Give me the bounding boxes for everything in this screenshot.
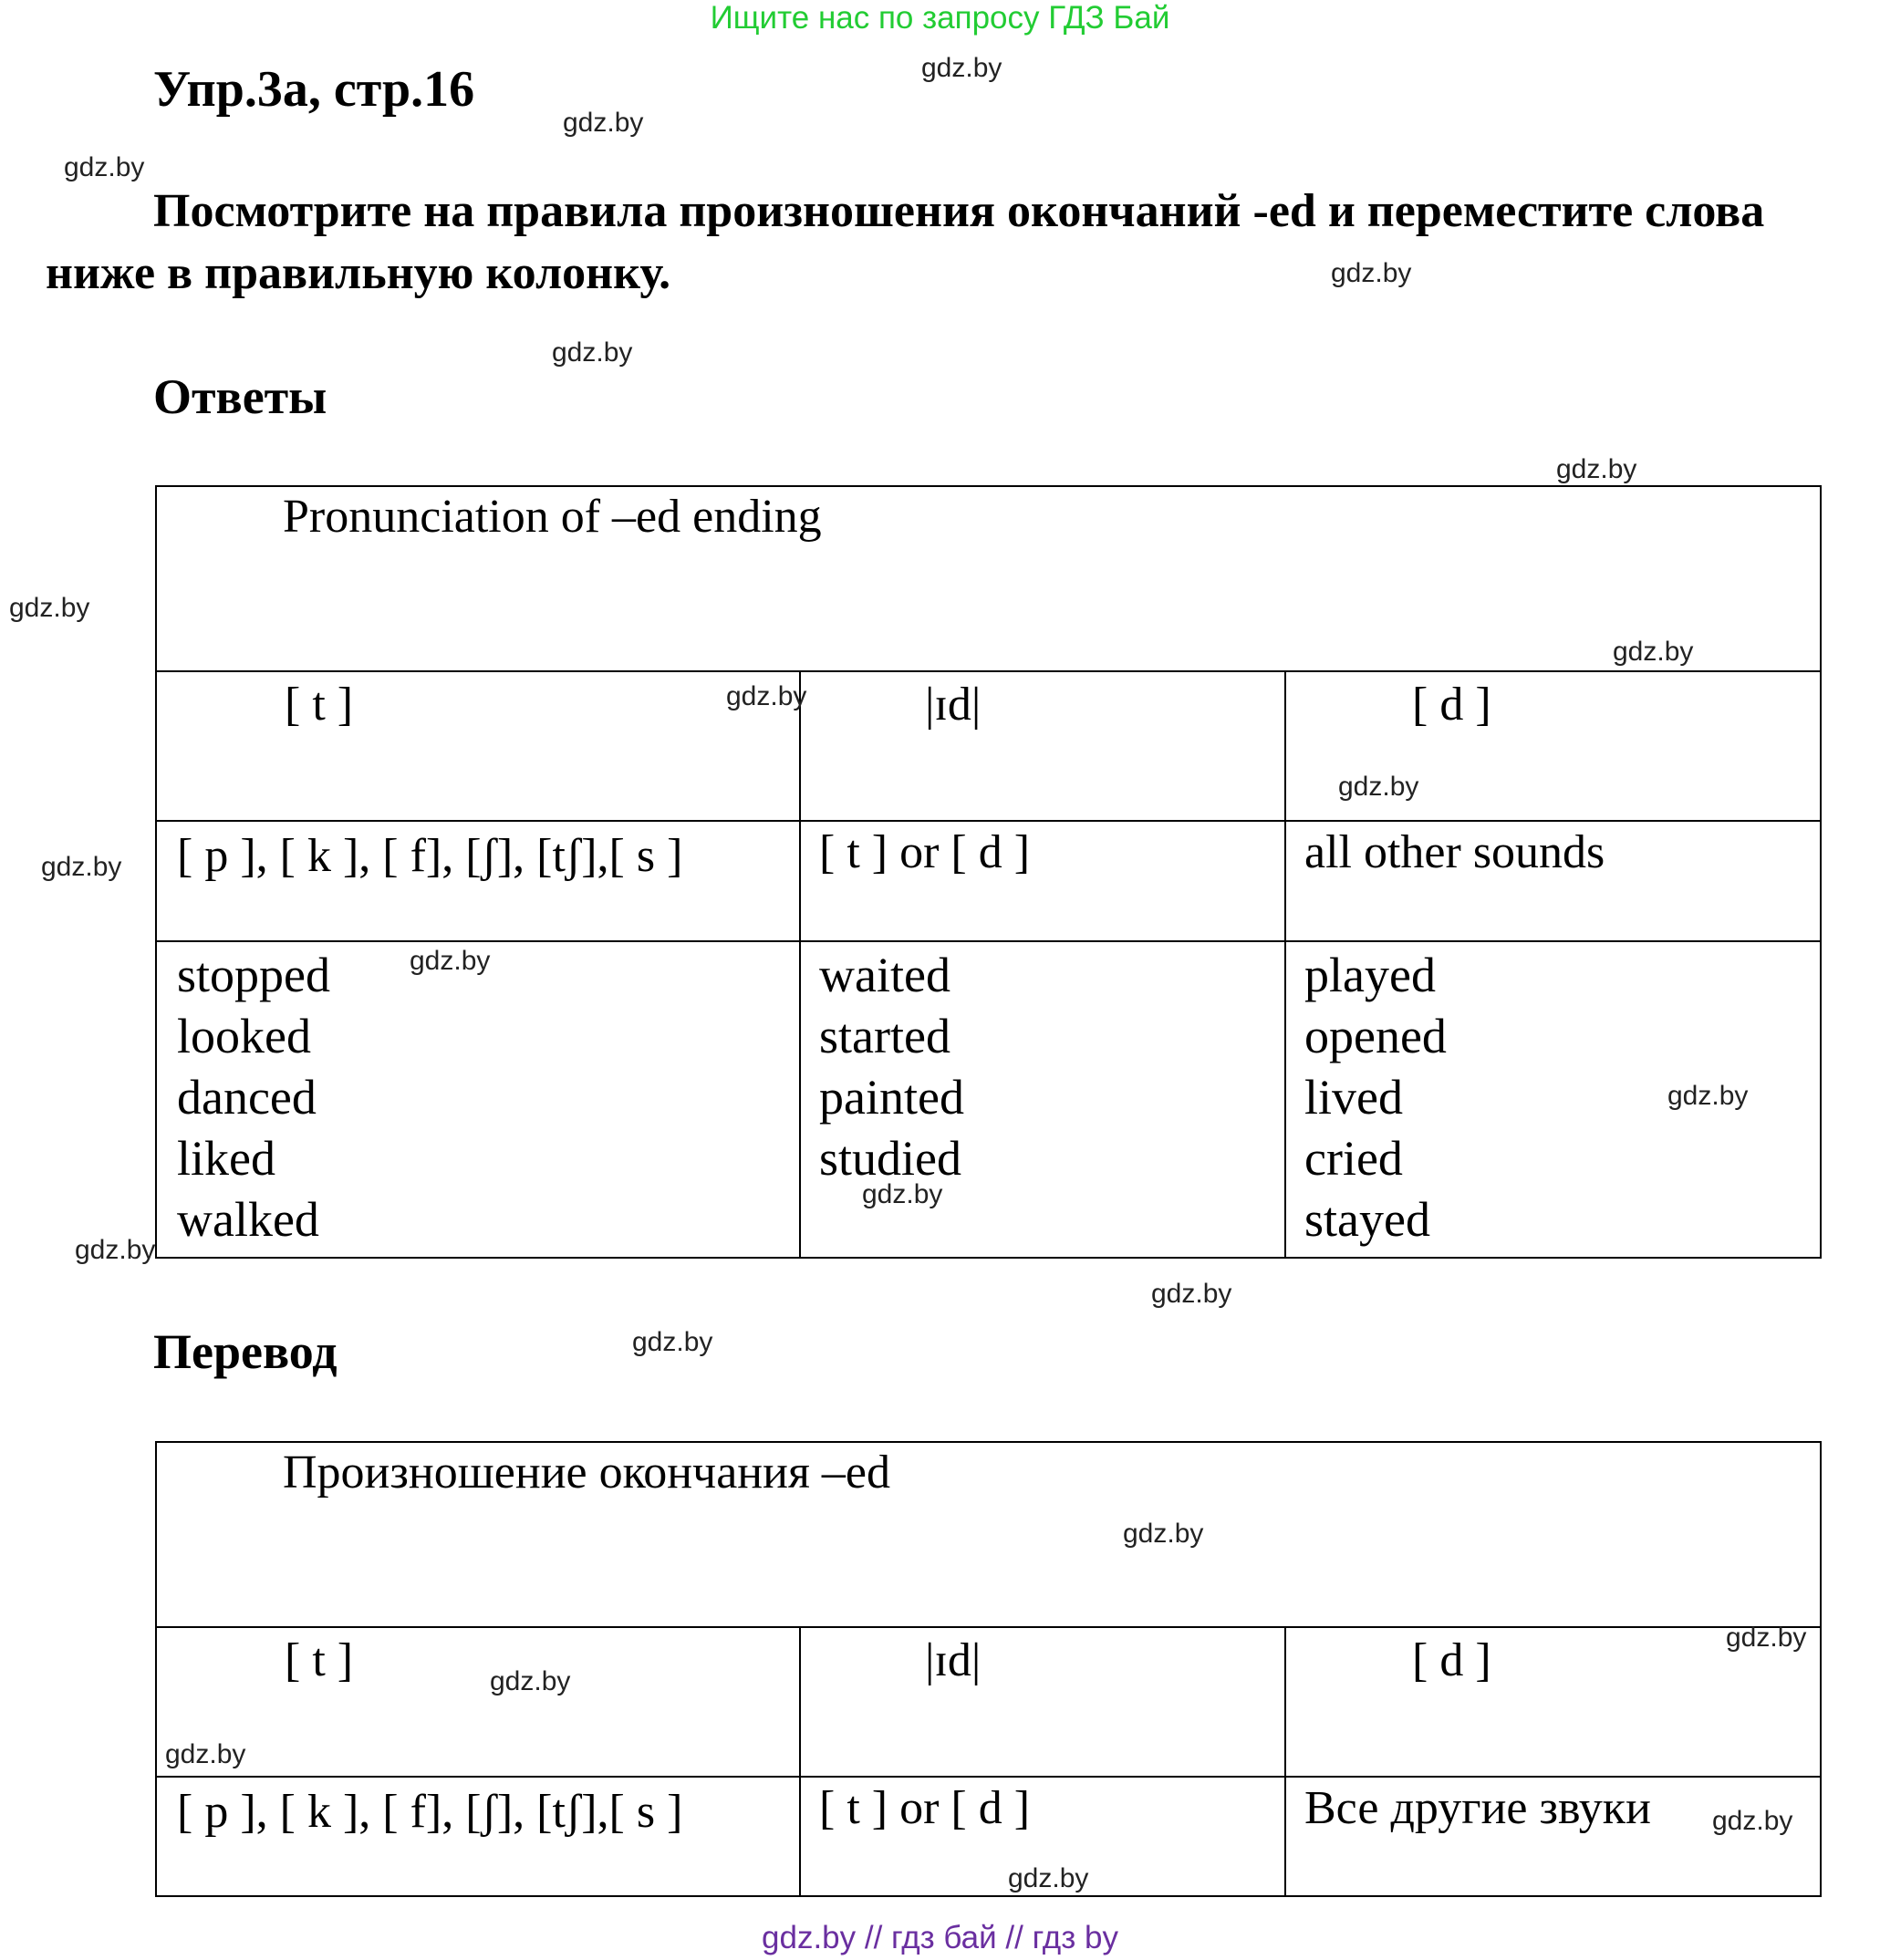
watermark: gdz.by — [75, 1235, 156, 1265]
list-item: danced — [177, 1070, 317, 1125]
rule-t: [ p ], [ k ], [ f], [ʃ], [tʃ],[ s ] — [177, 830, 683, 882]
watermark: gdz.by — [1556, 454, 1637, 484]
rule-id: [ t ] or [ d ] — [819, 826, 1031, 878]
list-item: studied — [819, 1131, 961, 1186]
watermark: gdz.by — [552, 337, 633, 368]
words-list-t — [177, 945, 330, 1250]
watermark: gdz.by — [1151, 1279, 1232, 1309]
column-header-d: [ d ] — [1412, 1634, 1491, 1686]
watermark: gdz.by — [410, 946, 491, 976]
translation-table-title: Произношение окончания –ed — [283, 1447, 890, 1499]
column-header-t: [ t ] — [285, 1634, 354, 1686]
rule-d: Все другие звуки — [1304, 1782, 1651, 1834]
list-item: looked — [177, 1009, 311, 1063]
list-item: walked — [177, 1192, 319, 1247]
list-item: played — [1304, 948, 1436, 1002]
column-header-t: [ t ] — [285, 679, 354, 731]
answers-heading: Ответы — [153, 369, 327, 424]
list-item: cried — [1304, 1131, 1403, 1186]
column-header-id: |ɪd| — [925, 679, 982, 731]
watermark: gdz.by — [1726, 1623, 1807, 1653]
watermark: gdz.by — [41, 852, 122, 882]
list-item: waited — [819, 948, 950, 1002]
words-list-id — [819, 945, 964, 1189]
watermark: gdz.by — [1667, 1081, 1749, 1111]
watermark: gdz.by — [726, 681, 807, 711]
watermark: gdz.by — [1338, 772, 1419, 802]
watermark: gdz.by — [490, 1666, 571, 1696]
translation-heading: Перевод — [153, 1324, 338, 1379]
rule-d: all other sounds — [1304, 826, 1605, 878]
translation-table — [155, 1441, 1822, 1897]
rule-id: [ t ] or [ d ] — [819, 1782, 1031, 1834]
watermark: gdz.by — [632, 1327, 713, 1357]
rule-t: [ p ], [ k ], [ f], [ʃ], [tʃ],[ s ] — [177, 1786, 683, 1838]
words-list-d — [1304, 945, 1447, 1250]
footer-links[interactable]: gdz.by // гдз бай // гдз by — [762, 1920, 1118, 1955]
list-item: opened — [1304, 1009, 1447, 1063]
watermark: gdz.by — [1613, 637, 1694, 667]
answers-table-title: Pronunciation of –ed ending — [283, 491, 822, 543]
promo-banner[interactable]: Ищите нас по запросу ГДЗ Бай — [710, 0, 1170, 36]
watermark: gdz.by — [9, 593, 90, 623]
watermark: gdz.by — [165, 1739, 246, 1769]
watermark: gdz.by — [1331, 258, 1412, 288]
column-header-d: [ d ] — [1412, 679, 1491, 731]
answers-table — [155, 485, 1822, 1259]
exercise-title: Упр.3а, стр.16 — [153, 61, 475, 118]
watermark: gdz.by — [1712, 1806, 1793, 1836]
list-item: stayed — [1304, 1192, 1430, 1247]
list-item: stopped — [177, 948, 330, 1002]
watermark: gdz.by — [563, 108, 644, 138]
list-item: lived — [1304, 1070, 1403, 1125]
watermark: gdz.by — [921, 53, 1002, 83]
watermark: gdz.by — [1123, 1519, 1204, 1549]
list-item: started — [819, 1009, 950, 1063]
task-text — [46, 181, 1833, 305]
list-item: painted — [819, 1070, 964, 1125]
watermark: gdz.by — [1008, 1863, 1089, 1893]
task-text-content: Посмотрите на правила произношения окончаний -ed и переместите слова ниже в правильную колонку. — [46, 185, 1765, 299]
column-header-id: |ɪd| — [925, 1634, 982, 1686]
watermark: gdz.by — [64, 152, 145, 182]
list-item: liked — [177, 1131, 275, 1186]
watermark: gdz.by — [862, 1179, 943, 1209]
